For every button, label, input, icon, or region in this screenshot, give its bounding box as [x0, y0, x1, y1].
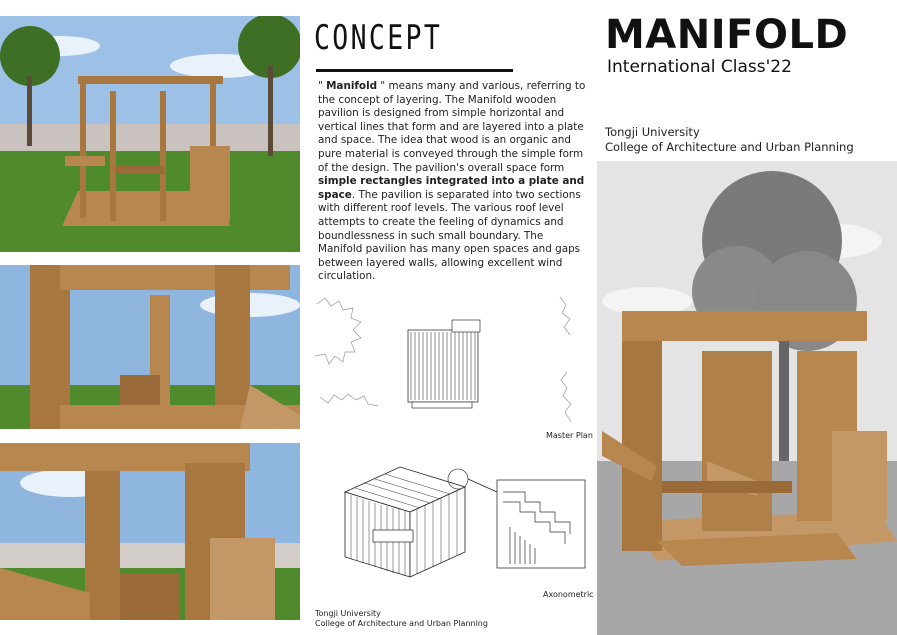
- master-plan-drawing: [312, 292, 590, 430]
- render-photo-top: [0, 16, 300, 252]
- footer-credit: [315, 609, 488, 629]
- render-photo-bottom: [0, 443, 300, 620]
- footer-college: College of Architecture and Urban Planning: [315, 619, 488, 628]
- concept-name: Manifold: [326, 80, 378, 92]
- concept-text-1: " means many and various, referring to the concept of layering. The Manifold wooden pavilion is designed from simple horizontal and vertical lines that form and are layered into a plate and space. The idea that wood is an organic and pure material is conveyed through the simple form of the design. The pavilion's overall space form: [318, 80, 586, 174]
- footer-university: Tongji University: [315, 609, 381, 618]
- concept-heading: CONCEPT: [314, 18, 443, 58]
- concept-divider: [316, 69, 513, 72]
- concept-text-2: . The pavilion is separated into two sections with different roof levels. The various roof level attempts to create the feeling of dynamics and boundlessness in such small boundary. The Manifold pavilion has many open spaces and gaps between layered walls, allowing excellent wind circulation.: [318, 188, 581, 283]
- master-plan-caption: Master Plan: [546, 431, 593, 440]
- axonometric-drawing: [325, 452, 590, 587]
- concept-quote-open: ": [318, 80, 327, 92]
- concept-paragraph: [318, 80, 586, 284]
- university-block: [605, 125, 854, 155]
- concept-emphasis: simple rectangles integrated into a plate and space: [318, 175, 585, 201]
- hero-render: [597, 161, 897, 635]
- university-name: Tongji University: [605, 125, 700, 139]
- project-title: MANIFOLD: [605, 12, 849, 58]
- axonometric-caption: Axonometric: [543, 590, 594, 599]
- college-name: College of Architecture and Urban Planning: [605, 140, 854, 154]
- render-photo-middle: [0, 265, 300, 429]
- class-label: International Class'22: [607, 57, 792, 77]
